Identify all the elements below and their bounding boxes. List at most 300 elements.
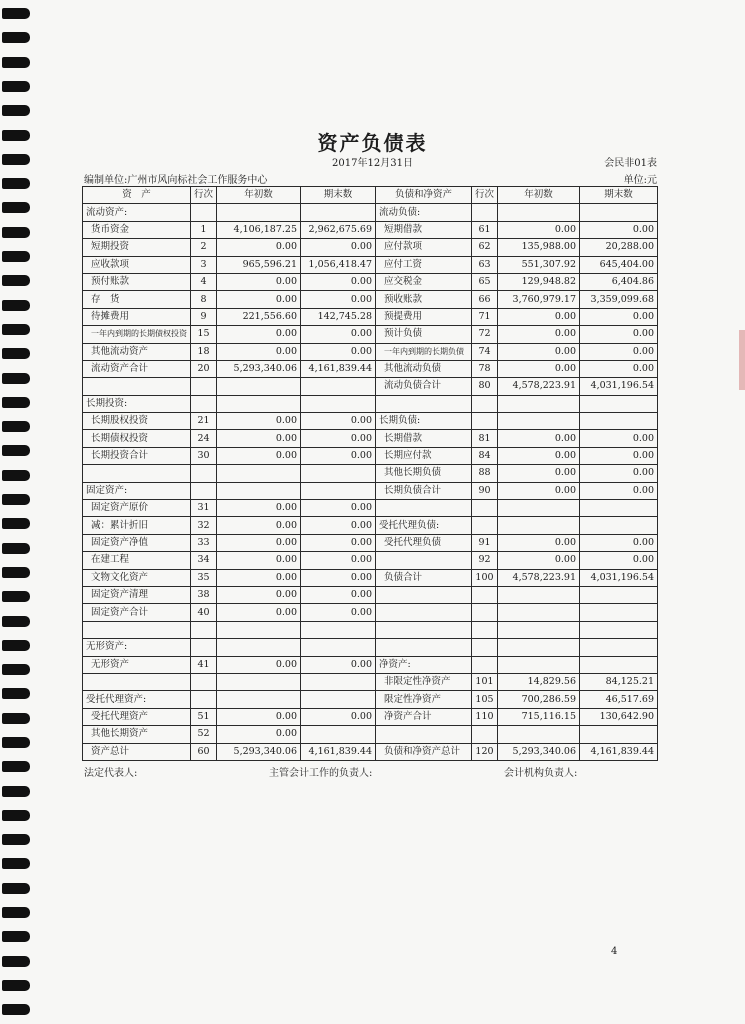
asset-item: 长期债权投资 (83, 430, 191, 447)
liability-begin-value: 129,948.82 (498, 273, 580, 290)
binding-ring (2, 640, 30, 651)
col-header-end: 期末数 (301, 187, 376, 204)
liability-begin-value: 3,760,979.17 (498, 291, 580, 308)
asset-item: 受托代理资产 (83, 708, 191, 725)
liability-begin-value: 135,988.00 (498, 239, 580, 256)
table-row (83, 621, 658, 638)
asset-end-value: 0.00 (301, 708, 376, 725)
binding-ring (2, 664, 30, 675)
asset-end-value (301, 673, 376, 690)
asset-begin-value (217, 378, 301, 395)
liability-end-value: 0.00 (580, 308, 658, 325)
asset-row-no: 3 (191, 256, 217, 273)
liability-end-value (580, 639, 658, 656)
table-row (83, 291, 658, 308)
binding-ring (2, 858, 30, 869)
liability-item: 预收账款 (376, 291, 472, 308)
asset-end-value (301, 482, 376, 499)
asset-begin-value (217, 673, 301, 690)
binding-ring (2, 834, 30, 845)
table-row (83, 395, 658, 412)
asset-begin-value: 221,556.60 (217, 308, 301, 325)
asset-row-no: 1 (191, 221, 217, 238)
liability-row-no (472, 395, 498, 412)
asset-end-value: 1,056,418.47 (301, 256, 376, 273)
asset-row-no: 21 (191, 413, 217, 430)
asset-item: 减：累计折旧 (83, 517, 191, 534)
asset-begin-value (217, 465, 301, 482)
liability-begin-value: 0.00 (498, 221, 580, 238)
asset-row-no: 34 (191, 552, 217, 569)
binding-ring (2, 737, 30, 748)
asset-item (83, 465, 191, 482)
asset-item: 待摊费用 (83, 308, 191, 325)
page-title: 资产负债表 (317, 131, 428, 155)
asset-row-no: 15 (191, 326, 217, 343)
accounting-head-label: 主管会计工作的负责人: (269, 768, 373, 779)
asset-item: 一年内到期的长期债权投资 (83, 326, 191, 343)
table-row (83, 360, 658, 377)
table-row (83, 569, 658, 586)
liability-row-no: 92 (472, 552, 498, 569)
asset-begin-value: 0.00 (217, 413, 301, 430)
liability-item: 负债合计 (376, 569, 472, 586)
liability-row-no (472, 517, 498, 534)
liability-begin-value (498, 204, 580, 221)
liability-row-no: 66 (472, 291, 498, 308)
table-row (83, 586, 658, 603)
binding-ring (2, 421, 30, 432)
liability-begin-value: 0.00 (498, 552, 580, 569)
asset-row-no: 8 (191, 291, 217, 308)
table-row (83, 534, 658, 551)
asset-item: 其他流动资产 (83, 343, 191, 360)
liability-row-no: 100 (472, 569, 498, 586)
liability-item: 预提费用 (376, 308, 472, 325)
liability-end-value: 130,642.90 (580, 708, 658, 725)
asset-row-no: 32 (191, 517, 217, 534)
asset-end-value: 0.00 (301, 413, 376, 430)
liability-begin-value (498, 586, 580, 603)
asset-end-value: 0.00 (301, 239, 376, 256)
asset-end-value (301, 621, 376, 638)
form-code: 会民非01表 (604, 158, 657, 169)
binding-ring (2, 956, 30, 967)
liability-begin-value: 0.00 (498, 326, 580, 343)
liability-item (376, 500, 472, 517)
asset-end-value: 0.00 (301, 343, 376, 360)
asset-begin-value: 0.00 (217, 430, 301, 447)
binding-ring (2, 616, 30, 627)
table-row (83, 465, 658, 482)
liability-row-no: 120 (472, 743, 498, 760)
asset-begin-value: 0.00 (217, 534, 301, 551)
liability-begin-value (498, 639, 580, 656)
asset-begin-value: 0.00 (217, 343, 301, 360)
liability-row-no: 105 (472, 691, 498, 708)
table-row (83, 656, 658, 673)
binding-ring (2, 8, 30, 19)
liability-item: 长期负债: (376, 413, 472, 430)
asset-begin-value (217, 482, 301, 499)
table-row (83, 726, 658, 743)
binding-ring (2, 178, 30, 189)
liability-end-value (580, 500, 658, 517)
liability-end-value (580, 621, 658, 638)
binding-ring (2, 543, 30, 554)
table-row (83, 221, 658, 238)
liability-begin-value (498, 656, 580, 673)
asset-end-value: 0.00 (301, 569, 376, 586)
asset-row-no: 38 (191, 586, 217, 603)
binding-ring (2, 567, 30, 578)
liability-end-value (580, 726, 658, 743)
binding-ring (2, 786, 30, 797)
asset-item: 应收款项 (83, 256, 191, 273)
liability-row-no: 91 (472, 534, 498, 551)
liability-end-value: 0.00 (580, 482, 658, 499)
liability-item (376, 639, 472, 656)
liability-item (376, 726, 472, 743)
liability-begin-value: 0.00 (498, 360, 580, 377)
binding-ring (2, 81, 30, 92)
page-number: 4 (611, 946, 618, 957)
asset-item: 长期投资: (83, 395, 191, 412)
liability-end-value (580, 604, 658, 621)
asset-begin-value: 0.00 (217, 517, 301, 534)
asset-begin-value (217, 691, 301, 708)
asset-begin-value: 0.00 (217, 569, 301, 586)
liability-end-value: 0.00 (580, 360, 658, 377)
liability-begin-value (498, 604, 580, 621)
liability-row-no: 63 (472, 256, 498, 273)
liability-row-no: 61 (472, 221, 498, 238)
asset-row-no: 18 (191, 343, 217, 360)
asset-end-value (301, 691, 376, 708)
asset-row-no (191, 639, 217, 656)
asset-item: 流动资产: (83, 204, 191, 221)
asset-begin-value: 0.00 (217, 500, 301, 517)
binding-ring (2, 324, 30, 335)
liability-row-no (472, 500, 498, 517)
liability-row-no (472, 586, 498, 603)
asset-item: 预付账款 (83, 273, 191, 290)
asset-item: 固定资产合计 (83, 604, 191, 621)
binding-ring (2, 688, 30, 699)
asset-end-value (301, 204, 376, 221)
asset-row-no (191, 395, 217, 412)
asset-end-value: 4,161,839.44 (301, 743, 376, 760)
asset-begin-value: 0.00 (217, 239, 301, 256)
asset-row-no: 52 (191, 726, 217, 743)
liability-begin-value: 700,286.59 (498, 691, 580, 708)
col-header-row-no-2: 行次 (472, 187, 498, 204)
asset-end-value (301, 378, 376, 395)
asset-begin-value (217, 204, 301, 221)
liability-end-value: 4,031,196.54 (580, 569, 658, 586)
liability-begin-value: 14,829.56 (498, 673, 580, 690)
liability-begin-value (498, 500, 580, 517)
table-row (83, 326, 658, 343)
col-header-end-2: 期末数 (580, 187, 658, 204)
table-row (83, 343, 658, 360)
liability-row-no: 88 (472, 465, 498, 482)
table-row (83, 691, 658, 708)
asset-item: 固定资产清理 (83, 586, 191, 603)
liability-begin-value (498, 517, 580, 534)
liability-end-value: 0.00 (580, 552, 658, 569)
liability-item: 一年内到期的长期负债 (376, 343, 472, 360)
liability-begin-value: 5,293,340.06 (498, 743, 580, 760)
binding-ring (2, 275, 30, 286)
asset-row-no (191, 204, 217, 221)
asset-end-value: 142,745.28 (301, 308, 376, 325)
liability-end-value (580, 395, 658, 412)
asset-row-no: 30 (191, 447, 217, 464)
liability-row-no (472, 604, 498, 621)
liability-begin-value: 0.00 (498, 308, 580, 325)
asset-item (83, 378, 191, 395)
asset-end-value: 0.00 (301, 500, 376, 517)
liability-end-value (580, 517, 658, 534)
table-row (83, 708, 658, 725)
asset-end-value (301, 726, 376, 743)
table-header-row (83, 187, 658, 204)
liability-begin-value: 0.00 (498, 465, 580, 482)
asset-item: 无形资产 (83, 656, 191, 673)
asset-item: 固定资产原价 (83, 500, 191, 517)
binding-ring (2, 251, 30, 262)
liability-end-value: 4,031,196.54 (580, 378, 658, 395)
asset-item: 流动资产合计 (83, 360, 191, 377)
asset-begin-value: 0.00 (217, 291, 301, 308)
liability-row-no: 62 (472, 239, 498, 256)
asset-end-value: 0.00 (301, 430, 376, 447)
asset-end-value: 4,161,839.44 (301, 360, 376, 377)
binding-ring (2, 57, 30, 68)
asset-end-value (301, 639, 376, 656)
binding-ring (2, 227, 30, 238)
liability-end-value: 84,125.21 (580, 673, 658, 690)
asset-end-value: 0.00 (301, 534, 376, 551)
liability-begin-value (498, 413, 580, 430)
asset-begin-value: 0.00 (217, 604, 301, 621)
liability-row-no: 81 (472, 430, 498, 447)
asset-begin-value: 0.00 (217, 726, 301, 743)
liability-item: 负债和净资产总计 (376, 743, 472, 760)
table-row (83, 273, 658, 290)
binding-ring (2, 980, 30, 991)
asset-item: 固定资产: (83, 482, 191, 499)
table-row (83, 430, 658, 447)
liability-row-no: 74 (472, 343, 498, 360)
report-date: 2017年12月31日 (332, 158, 413, 169)
liability-begin-value: 715,116.15 (498, 708, 580, 725)
liability-row-no: 84 (472, 447, 498, 464)
liability-end-value (580, 586, 658, 603)
liability-item: 受托代理负债 (376, 534, 472, 551)
liability-item: 其他长期负债 (376, 465, 472, 482)
table-row (83, 482, 658, 499)
asset-item: 其他长期资产 (83, 726, 191, 743)
asset-item: 长期投资合计 (83, 447, 191, 464)
asset-end-value: 0.00 (301, 586, 376, 603)
liability-begin-value (498, 621, 580, 638)
binding-ring (2, 883, 30, 894)
liability-begin-value: 4,578,223.91 (498, 569, 580, 586)
liability-item: 受托代理负债: (376, 517, 472, 534)
liability-item (376, 621, 472, 638)
asset-item (83, 673, 191, 690)
asset-item: 受托代理资产: (83, 691, 191, 708)
liability-end-value: 0.00 (580, 326, 658, 343)
table-row (83, 239, 658, 256)
asset-item: 长期股权投资 (83, 413, 191, 430)
asset-begin-value (217, 639, 301, 656)
asset-begin-value: 0.00 (217, 273, 301, 290)
table-row (83, 413, 658, 430)
table-row (83, 447, 658, 464)
binding-ring (2, 373, 30, 384)
asset-end-value: 0.00 (301, 604, 376, 621)
asset-begin-value: 5,293,340.06 (217, 743, 301, 760)
liability-item: 短期借款 (376, 221, 472, 238)
liability-end-value: 645,404.00 (580, 256, 658, 273)
legal-representative-label: 法定代表人: (84, 768, 138, 779)
table-row (83, 517, 658, 534)
liability-row-no (472, 621, 498, 638)
asset-row-no: 31 (191, 500, 217, 517)
liability-item: 应付工资 (376, 256, 472, 273)
liability-end-value: 0.00 (580, 465, 658, 482)
liability-item: 非限定性净资产 (376, 673, 472, 690)
asset-row-no: 4 (191, 273, 217, 290)
asset-item: 资产总计 (83, 743, 191, 760)
liability-item: 限定性净资产 (376, 691, 472, 708)
asset-row-no: 35 (191, 569, 217, 586)
asset-row-no: 20 (191, 360, 217, 377)
currency-unit: 单位:元 (623, 175, 657, 186)
liability-row-no: 65 (472, 273, 498, 290)
asset-row-no: 40 (191, 604, 217, 621)
asset-item: 固定资产净值 (83, 534, 191, 551)
table-body (83, 204, 658, 761)
liability-row-no (472, 726, 498, 743)
table-row (83, 673, 658, 690)
binding-ring (2, 32, 30, 43)
asset-item (83, 621, 191, 638)
balance-sheet-table (82, 186, 658, 761)
liability-begin-value (498, 395, 580, 412)
asset-row-no: 51 (191, 708, 217, 725)
asset-row-no (191, 691, 217, 708)
liability-row-no: 78 (472, 360, 498, 377)
col-header-assets: 资 产 (83, 187, 191, 204)
asset-row-no: 9 (191, 308, 217, 325)
liability-row-no (472, 413, 498, 430)
liability-begin-value (498, 726, 580, 743)
liability-end-value: 6,404.86 (580, 273, 658, 290)
liability-item: 长期应付款 (376, 447, 472, 464)
asset-end-value: 2,962,675.69 (301, 221, 376, 238)
binding-ring (2, 761, 30, 772)
table-row (83, 378, 658, 395)
table-row (83, 639, 658, 656)
asset-row-no (191, 673, 217, 690)
asset-item: 货币资金 (83, 221, 191, 238)
liability-row-no: 101 (472, 673, 498, 690)
asset-begin-value: 0.00 (217, 708, 301, 725)
binding-ring (2, 518, 30, 529)
binding-ring (2, 907, 30, 918)
asset-item: 存 货 (83, 291, 191, 308)
binding-ring (2, 810, 30, 821)
table-row (83, 604, 658, 621)
asset-row-no: 24 (191, 430, 217, 447)
liability-item: 流动负债: (376, 204, 472, 221)
binding-ring (2, 445, 30, 456)
binding-ring (2, 494, 30, 505)
asset-row-no: 60 (191, 743, 217, 760)
asset-row-no: 2 (191, 239, 217, 256)
preparing-unit: 编制单位:广州市风向标社会工作服务中心 (84, 175, 268, 186)
accounting-dept-label: 会计机构负责人: (504, 768, 578, 779)
binding-ring (2, 397, 30, 408)
liability-row-no (472, 639, 498, 656)
liability-begin-value: 0.00 (498, 343, 580, 360)
table-row (83, 500, 658, 517)
asset-item: 文物文化资产 (83, 569, 191, 586)
liability-begin-value: 551,307.92 (498, 256, 580, 273)
liability-row-no: 110 (472, 708, 498, 725)
asset-row-no (191, 465, 217, 482)
binding-ring (2, 591, 30, 602)
table-row (83, 204, 658, 221)
col-header-begin: 年初数 (217, 187, 301, 204)
binding-ring (2, 470, 30, 481)
binding-ring (2, 713, 30, 724)
asset-end-value: 0.00 (301, 326, 376, 343)
liability-item: 应交税金 (376, 273, 472, 290)
asset-item: 短期投资 (83, 239, 191, 256)
liability-item (376, 586, 472, 603)
liability-item: 净资产合计 (376, 708, 472, 725)
liability-row-no (472, 656, 498, 673)
asset-begin-value (217, 395, 301, 412)
asset-begin-value: 4,106,187.25 (217, 221, 301, 238)
asset-row-no: 33 (191, 534, 217, 551)
liability-row-no: 72 (472, 326, 498, 343)
liability-item: 长期借款 (376, 430, 472, 447)
asset-end-value: 0.00 (301, 273, 376, 290)
binding-ring (2, 348, 30, 359)
liability-row-no: 71 (472, 308, 498, 325)
liability-end-value: 46,517.69 (580, 691, 658, 708)
liability-end-value: 0.00 (580, 534, 658, 551)
asset-end-value (301, 465, 376, 482)
liability-end-value: 20,288.00 (580, 239, 658, 256)
asset-begin-value: 0.00 (217, 447, 301, 464)
liability-end-value: 3,359,099.68 (580, 291, 658, 308)
col-header-begin-2: 年初数 (498, 187, 580, 204)
asset-item: 无形资产: (83, 639, 191, 656)
asset-begin-value: 5,293,340.06 (217, 360, 301, 377)
liability-end-value (580, 656, 658, 673)
liability-end-value: 0.00 (580, 430, 658, 447)
liability-item (376, 604, 472, 621)
binding-ring (2, 931, 30, 942)
liability-end-value: 0.00 (580, 221, 658, 238)
